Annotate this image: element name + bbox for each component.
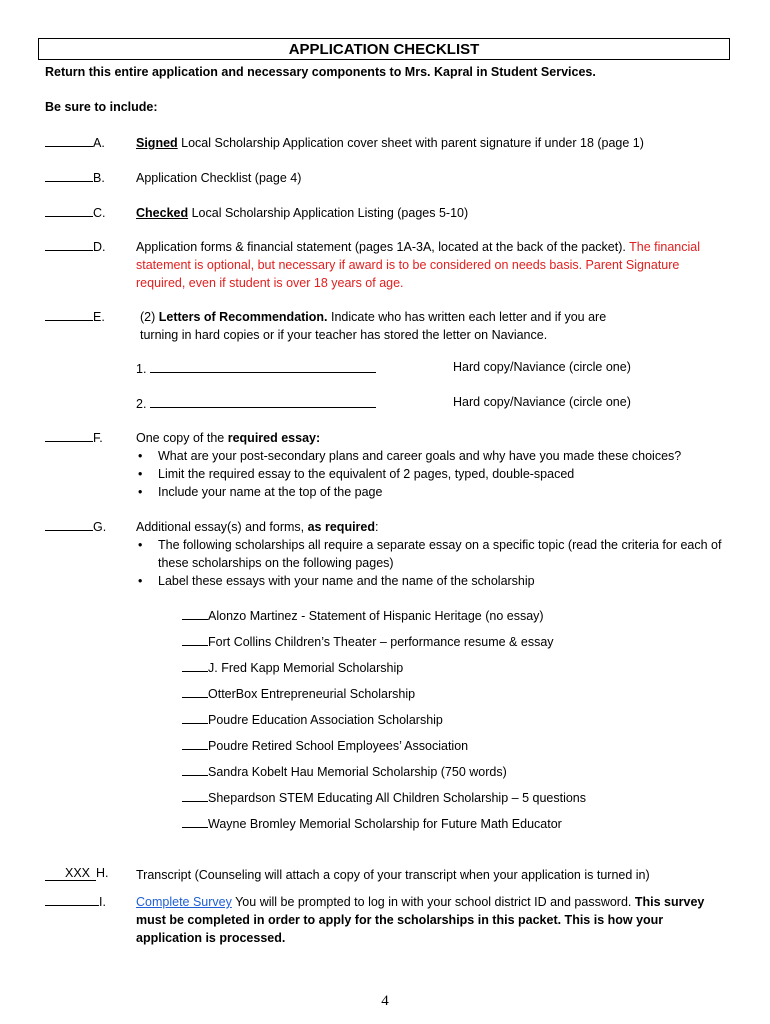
- item-c-marker[interactable]: [45, 204, 106, 220]
- page-title: APPLICATION CHECKLIST: [38, 38, 730, 60]
- item-e-pre: (2): [140, 310, 159, 324]
- item-g-bullets: [136, 536, 726, 590]
- item-c-text: [136, 204, 726, 222]
- item-d-text: [136, 238, 726, 292]
- scholarship-item[interactable]: [182, 711, 443, 727]
- item-i-letter: I.: [99, 895, 106, 909]
- item-b-text: Application Checklist (page 4): [136, 171, 302, 185]
- scholarship-name: J. Fred Kapp Memorial Scholarship: [208, 661, 404, 675]
- scholarship-blank: [182, 607, 208, 620]
- item-e-letter: E.: [93, 310, 105, 324]
- item-f-letter: F.: [93, 431, 103, 445]
- item-d-note: The financial statement is optional, but necessary if award is to be considered on needs basis. Parent Signature required, even if student is over 18 years of age.: [136, 240, 700, 290]
- item-e-body: Indicate who has written each letter and if you are turning in hard copies or if your teacher has stored the letter on Naviance.: [140, 310, 607, 342]
- scholarship-item[interactable]: [182, 659, 403, 675]
- scholarship-blank: [182, 737, 208, 750]
- item-h-marker[interactable]: [45, 866, 109, 881]
- item-g-marker[interactable]: [45, 518, 106, 534]
- scholarship-blank: [182, 685, 208, 698]
- item-i-bold: This survey must be completed in order to apply for the scholarships in this packet. This is how your application is processed.: [136, 895, 705, 945]
- item-g-blank: [45, 518, 93, 531]
- item-d-blank: [45, 238, 93, 251]
- recommender-line-2[interactable]: [136, 395, 376, 411]
- item-g-text: [136, 518, 726, 590]
- scholarship-item[interactable]: [182, 633, 554, 649]
- item-i-text: [136, 893, 726, 947]
- item-h-text: Transcript (Counseling will attach a copy of your transcript when your application is turned in): [136, 868, 650, 882]
- item-e-marker[interactable]: [45, 308, 105, 324]
- item-c-emph: Checked: [136, 206, 189, 220]
- be-sure-heading: Be sure to include:: [45, 100, 158, 114]
- item-a-text: [136, 134, 726, 152]
- scholarship-name: Alonzo Martinez - Statement of Hispanic Heritage (no essay): [208, 609, 544, 623]
- intro-text: Return this entire application and necessary components to Mrs. Kapral in Student Services.: [45, 65, 596, 79]
- scholarship-blank: [182, 659, 208, 672]
- list-item: • Label these essays with your name and the name of the scholarship: [136, 572, 726, 590]
- scholarship-item[interactable]: [182, 815, 562, 831]
- item-c-letter: C.: [93, 206, 106, 220]
- recommender-line-1[interactable]: [136, 360, 376, 376]
- recommender-line-2-blank: [150, 395, 376, 408]
- item-f-pre: One copy of the: [136, 431, 228, 445]
- item-b-marker[interactable]: [45, 169, 105, 185]
- item-i-body: You will be prompted to log in with your school district ID and password.: [231, 895, 635, 909]
- item-d-letter: D.: [93, 240, 106, 254]
- scholarship-name: Poudre Retired School Employees’ Association: [208, 739, 469, 753]
- scholarship-blank: [182, 815, 208, 828]
- item-a-blank: [45, 134, 93, 147]
- item-g-bold: as required: [307, 520, 375, 534]
- scholarship-name: Poudre Education Association Scholarship: [208, 713, 443, 727]
- list-item: • Include your name at the top of the page: [136, 483, 726, 501]
- recommender-line-2-label: 2.: [136, 397, 147, 411]
- scholarship-item[interactable]: [182, 737, 468, 753]
- recommender-line-1-blank: [150, 360, 376, 373]
- item-a-emph: Signed: [136, 136, 178, 150]
- item-d-body: Application forms & financial statement (pages 1A-3A, located at the back of the packet).: [136, 240, 626, 254]
- item-a-body: Local Scholarship Application cover sheet with parent signature if under 18 (page 1): [177, 136, 644, 150]
- scholarship-name: Shepardson STEM Educating All Children Scholarship – 5 questions: [208, 791, 586, 805]
- scholarship-item[interactable]: [182, 789, 586, 805]
- item-b-letter: B.: [93, 171, 105, 185]
- item-e-bold: Letters of Recommendation.: [158, 310, 328, 324]
- scholarship-blank: [182, 789, 208, 802]
- item-d-marker[interactable]: [45, 238, 106, 254]
- item-e-blank: [45, 308, 93, 321]
- recommender-choice-1[interactable]: Hard copy/Naviance (circle one): [453, 360, 631, 374]
- page-number: 4: [381, 993, 389, 1009]
- item-f-bold: required essay:: [227, 431, 321, 445]
- item-g-letter: G.: [93, 520, 107, 534]
- item-i-marker[interactable]: [45, 893, 106, 909]
- complete-survey-link[interactable]: Complete Survey: [136, 895, 232, 909]
- list-item: • The following scholarships all require a separate essay on a specific topic (read the criteria for each of these scholarships on the following pages): [136, 536, 726, 572]
- item-c-blank: [45, 204, 93, 217]
- item-c-body: Local Scholarship Application Listing (pages 5-10): [188, 206, 469, 220]
- item-f-text: [136, 429, 726, 501]
- scholarship-blank: [182, 763, 208, 776]
- item-f-marker[interactable]: [45, 429, 103, 445]
- item-g-pre: Additional essay(s) and forms,: [136, 520, 308, 534]
- scholarship-blank: [182, 633, 208, 646]
- item-b-blank: [45, 169, 93, 182]
- scholarship-blank: [182, 711, 208, 724]
- list-item: • Limit the required essay to the equivalent of 2 pages, typed, double-spaced: [136, 465, 726, 483]
- item-g-post: :: [375, 520, 379, 534]
- scholarship-name: Sandra Kobelt Hau Memorial Scholarship (750 words): [208, 765, 507, 779]
- scholarship-name: Fort Collins Children’s Theater – performance resume & essay: [208, 635, 554, 649]
- item-h-mark: XXX: [45, 866, 96, 881]
- recommender-choice-2[interactable]: Hard copy/Naviance (circle one): [453, 395, 631, 409]
- item-h-letter: H.: [96, 866, 109, 880]
- list-item: • What are your post-secondary plans and career goals and why have you made these choices?: [136, 447, 726, 465]
- item-f-bullets: [136, 447, 726, 501]
- item-e-text: [140, 308, 630, 344]
- item-a-marker[interactable]: [45, 134, 105, 150]
- item-i-blank: [45, 893, 99, 906]
- scholarship-name: Wayne Bromley Memorial Scholarship for Future Math Educator: [208, 817, 562, 831]
- scholarship-item[interactable]: [182, 763, 507, 779]
- scholarship-item[interactable]: [182, 685, 415, 701]
- recommender-line-1-label: 1.: [136, 362, 147, 376]
- item-a-letter: A.: [93, 136, 105, 150]
- item-f-blank: [45, 429, 93, 442]
- scholarship-item[interactable]: [182, 607, 544, 623]
- scholarship-name: OtterBox Entrepreneurial Scholarship: [208, 687, 416, 701]
